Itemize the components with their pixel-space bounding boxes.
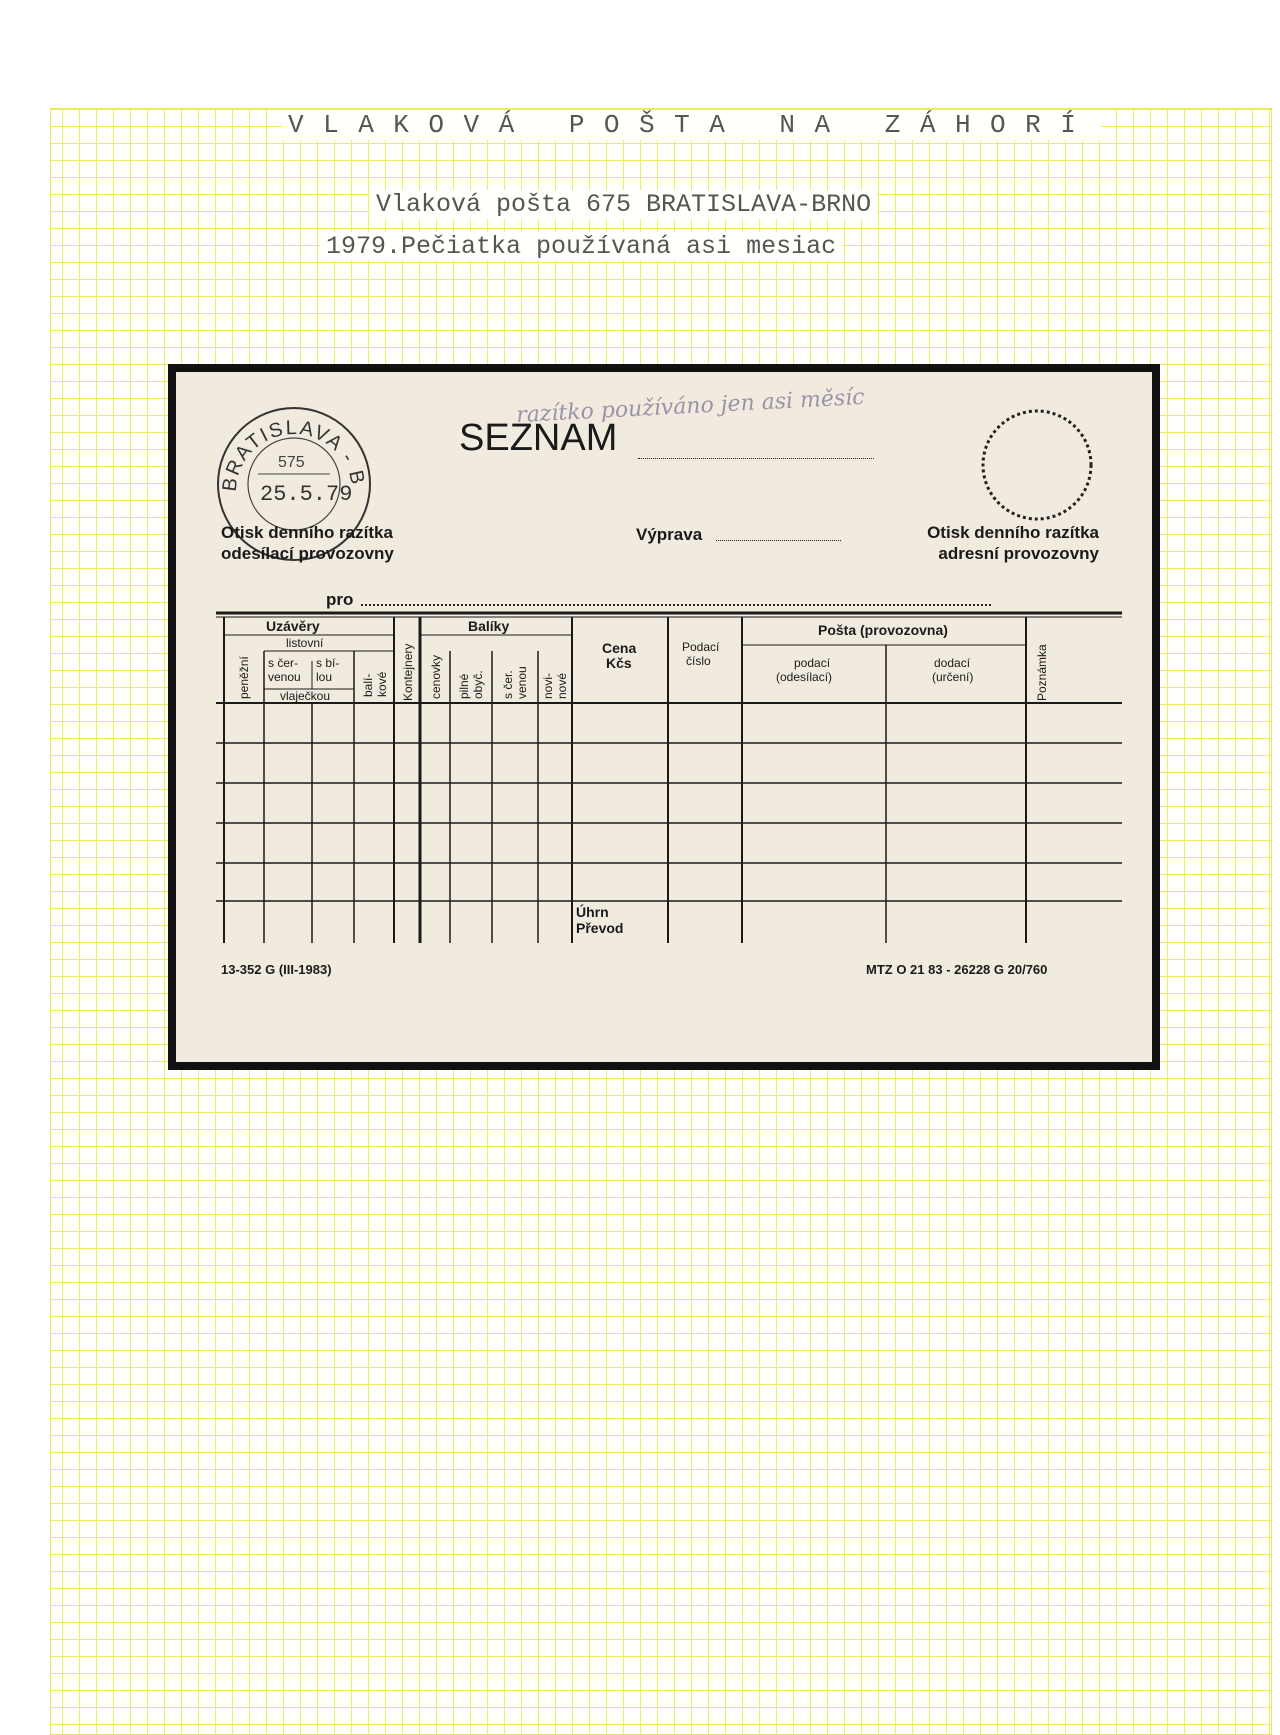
col-balikove-2: kové: [375, 671, 389, 697]
form-title: SEZNAM: [459, 417, 618, 459]
col-pilne: pilné: [457, 673, 471, 699]
col-listovni: listovní: [286, 636, 324, 650]
col-dodaci-2: (určení): [932, 670, 974, 684]
vyprava-label: Výprava: [636, 525, 703, 544]
page-title: VLAKOVÁ POŠTA NA ZÁHORÍ: [282, 110, 1101, 140]
col-kontejnery: Kontejnery: [401, 643, 415, 701]
col-pilne-2: obyč.: [471, 670, 485, 699]
col-s-bilou-2: lou: [316, 670, 333, 684]
col-dodaci: dodací: [934, 656, 971, 670]
row-prevod: Převod: [576, 920, 624, 936]
vyprava-line: [716, 540, 841, 541]
form-table: [216, 611, 1122, 943]
col-cena-2: Kčs: [606, 655, 632, 671]
stamp-arc-text: BRATISLAVA - B: [218, 416, 369, 493]
col-podaci-cislo: Podací: [682, 640, 720, 654]
dest-stamp-caption: [906, 522, 1099, 564]
col-cena: Cena: [602, 640, 637, 656]
col-s-cervenou: s čer-: [268, 656, 298, 670]
col-s-cer: s čer.: [501, 670, 515, 699]
subtitle-line-2: 1979.Pečiatka používaná asi mesiac: [320, 232, 842, 261]
sender-stamp-caption: [221, 522, 394, 564]
col-cenovky: cenovky: [429, 654, 443, 699]
form-title-line: [638, 458, 874, 459]
sender-caption-line-2: odesílací provozovny: [221, 544, 394, 563]
seznam-form: [176, 372, 1152, 1062]
col-podaci: podací: [794, 656, 831, 670]
col-poznamka: Poznámka: [1035, 644, 1049, 701]
col-balikove: balí-: [361, 673, 375, 697]
subtitle-line-1: Vlaková pošta 675 BRATISLAVA-BRNO: [370, 190, 877, 219]
stamp-date: 25.5.79: [260, 482, 353, 507]
stamp-number: 575: [278, 454, 305, 471]
sender-caption-line-1: Otisk denního razítka: [221, 523, 393, 542]
col-podaci-cislo-2: číslo: [686, 654, 711, 668]
col-novi-2: nové: [555, 672, 569, 699]
col-posta: Pošta (provozovna): [818, 622, 948, 638]
pro-line: [361, 604, 991, 606]
form-code-right: MTZ O 21 83 - 26228 G 20/760: [866, 962, 1048, 977]
col-vlajeckou: vlaječkou: [280, 689, 331, 703]
col-s-bilou: s bí-: [316, 656, 340, 670]
dest-caption-line-1: Otisk denního razítka: [927, 523, 1099, 542]
pro-label: pro: [326, 590, 354, 609]
mounted-form-card: [168, 364, 1160, 1070]
row-uhrn: Úhrn: [576, 904, 609, 920]
destination-stamp-circle: [980, 408, 1094, 522]
col-penezni: peněžní: [237, 656, 251, 699]
col-s-cer-2: venou: [515, 666, 529, 699]
dest-caption-line-2: adresní provozovny: [938, 544, 1099, 563]
col-s-cervenou-2: venou: [268, 670, 301, 684]
handwritten-note: razítko používáno jen asi měsíc: [515, 384, 866, 429]
form-code-left: 13-352 G (III-1983): [221, 962, 332, 977]
col-novi: novi-: [541, 672, 555, 699]
col-baliky: Balíky: [468, 618, 510, 634]
col-uzavery: Uzávěry: [266, 618, 320, 634]
col-podaci-2: (odesílací): [776, 670, 833, 684]
